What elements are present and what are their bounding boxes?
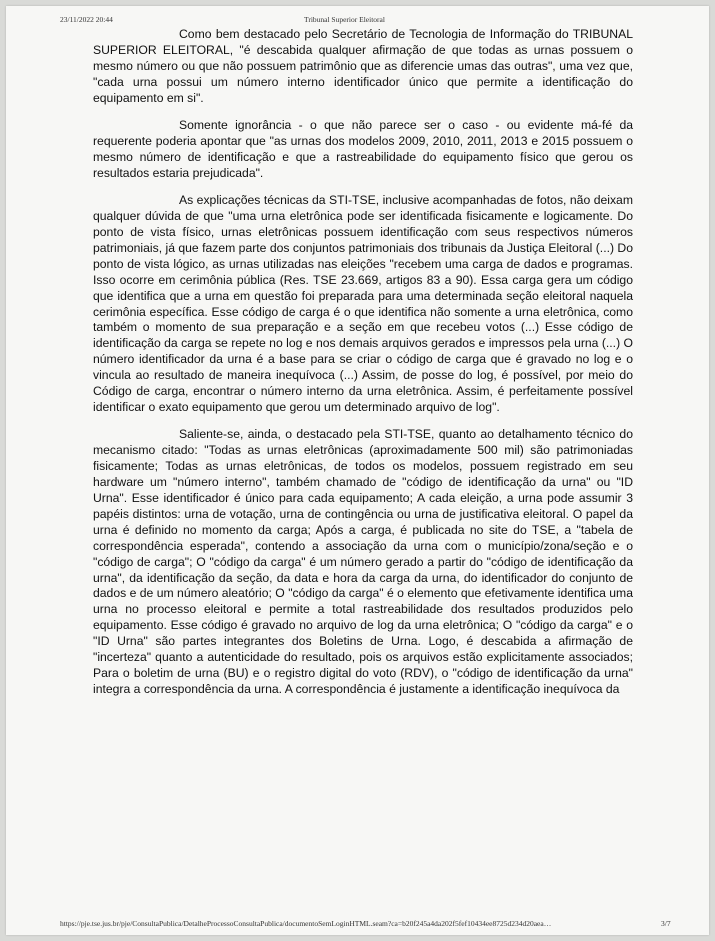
paragraph: Como bem destacado pelo Secretário de Tecnologia de Informação do TRIBUNAL SUPERIOR ELEITORAL, "é descabida qualquer afirmação de que todas as urnas possuem o mesmo número ou que não possuem patrimônio que as diferencie umas das outras", uma vez que, "cada urna possui um número interno identificador único que permite a identificação do equipamento em si". xyxy=(93,27,633,105)
document-page xyxy=(6,6,709,935)
document-body xyxy=(93,27,633,698)
source-url[interactable]: https://pje.tse.jus.br/pje/ConsultaPublica/DetalheProcessoConsultaPublica/documentoSemLoginHTML.seam?ca=b20f245a4da202f5fef10434ee8725d234d20aea… xyxy=(60,919,552,928)
page-number: 3/7 xyxy=(661,919,671,928)
print-date: 23/11/2022 20:44 xyxy=(60,15,113,24)
print-header-title: Tribunal Superior Eleitoral xyxy=(304,15,385,24)
paragraph: Somente ignorância - o que não parece ser o caso - ou evidente má-fé da requerente poderia apontar que "as urnas dos modelos 2009, 2010, 2011, 2013 e 2015 possuem o mesmo número de identificação e que a rastreabilidade do equipamento físico que gerou os resultados estaria prejudicada". xyxy=(93,118,633,180)
paragraph: Saliente-se, ainda, o destacado pela STI-TSE, quanto ao detalhamento técnico do mecanismo citado: "Todas as urnas eletrônicas (aproximadamente 500 mil) são patrimoniadas fisicamente; Todas as urnas eletrônicas, de todos os modelos, possuem registrado em seu hardware um "número interno", também chamado de "código de identificação da urna" ou "ID Urna". Esse identificador é único para cada equipamento; A cada eleição, a urna pode assumir 3 papéis distintos: urna de votação, urna de contingência ou urna de justificativa eleitoral. O papel da urna é definido no momento da carga; Após a carga, é publicada no site do TSE, a "tabela de correspondência esperada", contendo a associação da urna com o município/zona/seção e o "código de carga"; O "código da carga" é um número gerado a partir do "código de identificação da urna", da identificação da seção, da data e hora da carga da urna, do identificador do conjunto de dados e de um número aleatório; O "código da carga" é o elemento que efetivamente identifica uma urna no processo eleitoral e permite a total rastreabilidade dos resultados produzidos pelo equipamento. Esse código é gravado no arquivo de log da urna eletrônica; O "código da carga" e o "ID Urna" são partes integrantes dos Boletins de Urna. Logo, é descabida a afirmação de "incerteza" quanto a autenticidade do resultado, pois os arquivos estão explicitamente associados; Para o boletim de urna (BU) e o registro digital do voto (RDV), o "código de identificação da urna" integra a correspondência da urna. A correspondência é justamente a identificação inequívoca da xyxy=(93,427,633,696)
paragraph: As explicações técnicas da STI-TSE, inclusive acompanhadas de fotos, não deixam qualquer dúvida de que "uma urna eletrônica pode ser identificada fisicamente e logicamente. Do ponto de vista físico, urnas eletrônicas possuem identificação com seus respectivos números patrimoniais, já que fazem parte dos conjuntos patrimoniais dos tribunais da Justiça Eleitoral (...) Do ponto de vista lógico, as urnas utilizadas nas eleições "recebem uma carga de dados e programas. Isso ocorre em cerimônia pública (Res. TSE 23.669, artigos 83 a 90). Essa carga gera um código que identifica que a urna em questão foi preparada para uma determinada seção eleitoral naquela cerimônia específica. Esse código de carga é o que identifica não somente a urna eletrônica, como também o momento de sua preparação e a seção em que recebeu votos (...) Esse código de identificação da carga se repete no log e nos demais arquivos gerados e impressos pela urna (...) O número identificador da urna é a base para se criar o código de carga que é gravado no log e o vincula ao resultado de maneira inequívoca (...) Assim, de posse do log, é possível, por meio do Código de carga, encontrar o número interno da urna eletrônica. Assim, é perfeitamente possível identificar o exato equipamento que gerou um determinado arquivo de log". xyxy=(93,193,633,414)
